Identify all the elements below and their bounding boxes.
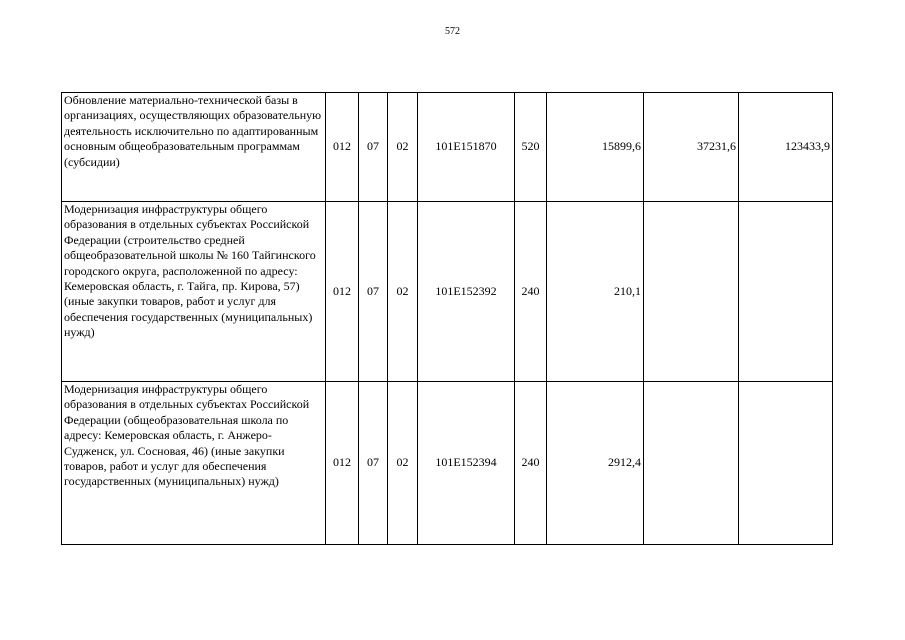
amount-year-2-cell [644, 382, 739, 545]
amount-year-3-cell [739, 202, 833, 382]
page-number: 572 [445, 26, 460, 37]
amount-year-1-cell: 2912,4 [547, 382, 644, 545]
amount-year-3-cell: 123433,9 [739, 93, 833, 202]
expense-name-cell: Модернизация инфраструктуры общего образования в отдельных субъектах Российской Федерации (строительство средней общеобразовательной школы № 160 Тайгинского городского округа, расположенной по адресу: Кемеровская область, г. Тайга, пр. Кирова, 57) (иные закупки товаров, работ и услуг для обеспечения государственных (муниципальных) нужд) [62, 202, 326, 382]
ministry-code-cell: 012 [326, 93, 359, 202]
subsection-code-cell: 02 [388, 382, 418, 545]
target-article-cell: 101E151870 [418, 93, 515, 202]
expense-type-cell: 240 [515, 382, 547, 545]
section-code-cell: 07 [359, 202, 388, 382]
ministry-code-cell: 012 [326, 382, 359, 545]
expense-name-cell: Модернизация инфраструктуры общего образования в отдельных субъектах Российской Федерации (общеобразовательная школа по адресу: Кемеровская область, г. Анжеро-Судженск, ул. Сосновая, 46) (иные закупки товаров, работ и услуг для обеспечения государственных (муниципальных) нужд) [62, 382, 326, 545]
target-article-cell: 101E152392 [418, 202, 515, 382]
amount-year-2-cell: 37231,6 [644, 93, 739, 202]
subsection-code-cell: 02 [388, 202, 418, 382]
table-row [62, 382, 833, 545]
expense-type-cell: 520 [515, 93, 547, 202]
section-code-cell: 07 [359, 93, 388, 202]
amount-year-2-cell [644, 202, 739, 382]
section-code-cell: 07 [359, 382, 388, 545]
budget-table [61, 92, 833, 545]
amount-year-3-cell [739, 382, 833, 545]
expense-type-cell: 240 [515, 202, 547, 382]
target-article-cell: 101E152394 [418, 382, 515, 545]
expense-name-cell: Обновление материально-технической базы в организациях, осуществляющих образовательную деятельность исключительно по адаптированным основным общеобразовательным программам (субсидии) [62, 93, 326, 202]
amount-year-1-cell: 210,1 [547, 202, 644, 382]
table-row [62, 202, 833, 382]
subsection-code-cell: 02 [388, 93, 418, 202]
amount-year-1-cell: 15899,6 [547, 93, 644, 202]
ministry-code-cell: 012 [326, 202, 359, 382]
table-row [62, 93, 833, 202]
